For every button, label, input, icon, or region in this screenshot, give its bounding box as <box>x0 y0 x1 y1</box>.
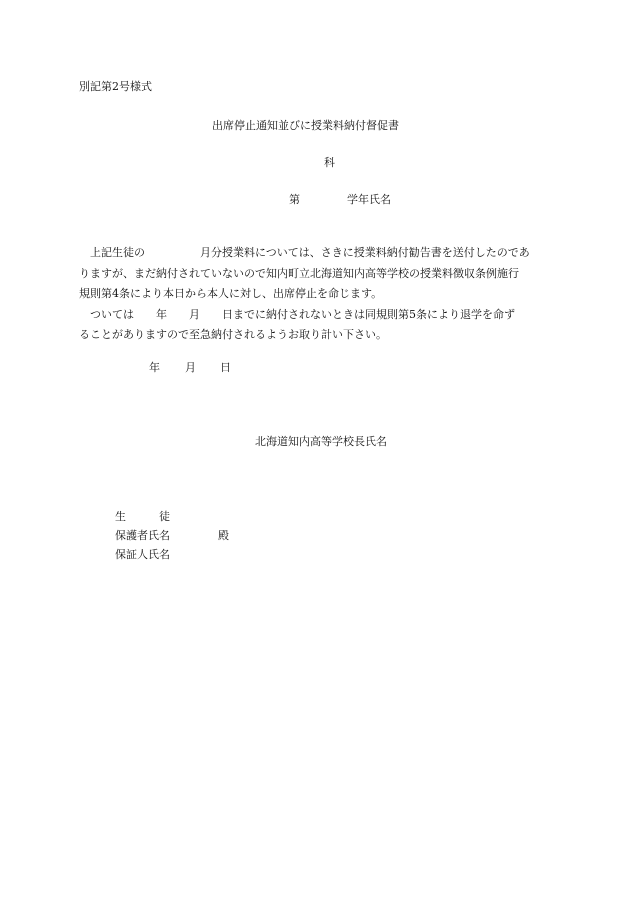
principal-signature-line: 北海道知内高等学校長氏名 <box>255 435 387 448</box>
course-label: 科 <box>324 156 335 169</box>
honorific: 殿 <box>218 529 229 542</box>
date-month: 月 <box>185 361 196 374</box>
guardian-label: 保護者氏名 <box>115 529 170 542</box>
body-line: ることがありますので至急納付されるようお取り計い下さい。 <box>79 328 387 341</box>
date-year: 年 <box>149 361 160 374</box>
grade-name-label: 学年氏名 <box>347 193 391 206</box>
guarantor-label: 保証人氏名 <box>115 548 170 561</box>
body-line: 規則第4条により本日から本人に対し、出席停止を命じます。 <box>79 287 383 300</box>
student-label: 生 徒 <box>115 510 170 523</box>
grade-prefix: 第 <box>289 193 300 206</box>
body-line: りますが、まだ納付されていないので知内町立北海道知内高等学校の授業料徴収条例施行 <box>79 266 519 280</box>
notice-body <box>79 243 551 346</box>
body-line: ついては 年 月 日までに納付されないときは同規則第5条により退学を命ず <box>79 307 515 321</box>
form-number: 別記第2号様式 <box>79 80 152 93</box>
body-line: 上記生徒の 月分授業料については、さきに授業料納付勧告書を送付したのであ <box>79 246 530 259</box>
document-title: 出席停止通知並びに授業料納付督促書 <box>212 119 399 132</box>
date-day: 日 <box>220 361 231 374</box>
